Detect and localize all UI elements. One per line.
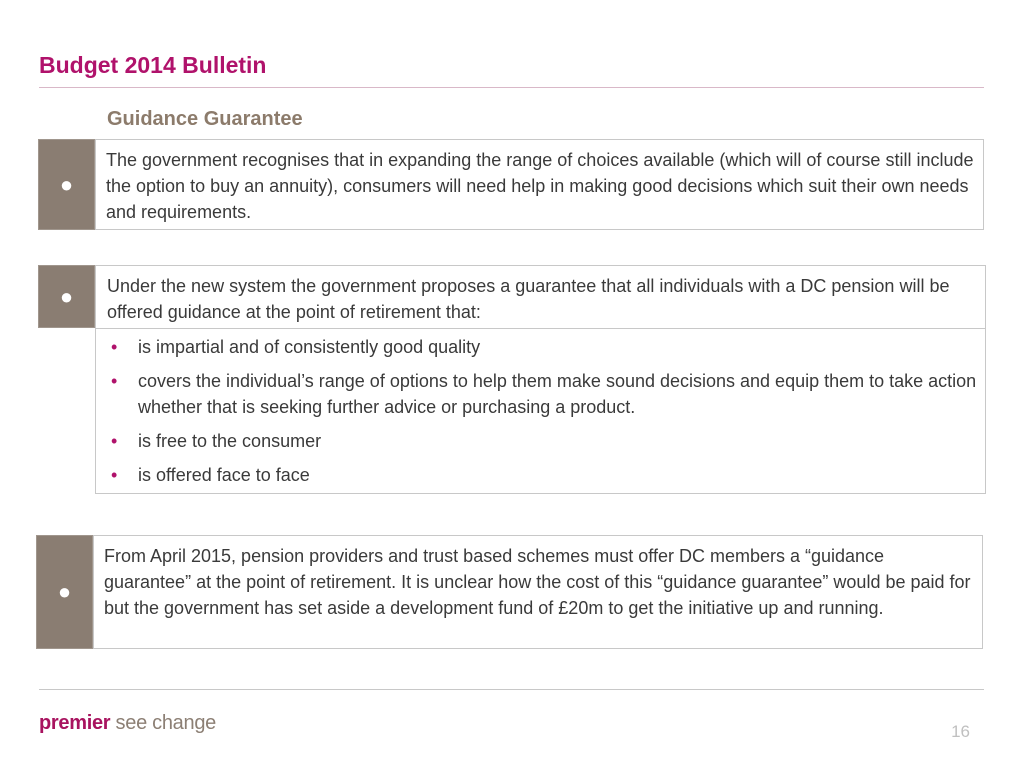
section-1-text: The government recognises that in expanding the range of choices available (which will of course still include the option to buy an annuity), consumers will need help in making good decisions which suit their own needs and requirements. <box>106 150 974 222</box>
logo-brand: premier <box>39 712 111 734</box>
bullet-marker-3: ● <box>36 535 93 649</box>
section-3-text: From April 2015, pension providers and trust based schemes must offer DC members a “guidance guarantee” at the point of retirement. It is unclear how the cost of this “guidance guarantee” would be paid for but the government has set aside a development fund of £20m to get the initiative up and running. <box>104 546 971 618</box>
section-2-text: Under the new system the government proposes a guarantee that all individuals with a DC pension will be offered guidance at the point of retirement that: <box>107 276 950 322</box>
section-subtitle: Guidance Guarantee <box>107 108 303 130</box>
page-number: 16 <box>951 722 970 741</box>
list-item-text: is free to the consumer <box>138 431 322 451</box>
header-divider <box>39 87 984 88</box>
text-box-1 <box>95 139 984 230</box>
list-bullet-icon: • <box>111 431 118 451</box>
footer-divider <box>39 689 984 690</box>
list-bullet-icon: • <box>111 337 118 357</box>
company-logo <box>39 709 216 737</box>
bullet-marker-1: ● <box>38 139 95 230</box>
bullet-marker-2: ● <box>38 265 95 328</box>
list-bullet-icon: • <box>111 371 118 391</box>
list-item-text: is impartial and of consistently good quality <box>138 337 481 357</box>
list-item-text: is offered face to face <box>138 465 310 485</box>
page-title: Budget 2014 Bulletin <box>39 52 267 78</box>
list-item <box>104 368 977 420</box>
list-item <box>104 462 977 488</box>
guarantee-criteria-list <box>104 334 977 488</box>
text-box-2 <box>95 265 986 329</box>
list-item <box>104 334 977 360</box>
list-item-text: covers the individual’s range of options to help them make sound decisions and equip them to take action whether that is seeking further advice or purchasing a product. <box>138 371 977 417</box>
list-item <box>104 428 977 454</box>
list-bullet-icon: • <box>111 465 118 485</box>
guarantee-criteria-box <box>95 329 986 494</box>
logo-tagline: see change <box>115 712 216 734</box>
text-box-3 <box>93 535 983 649</box>
